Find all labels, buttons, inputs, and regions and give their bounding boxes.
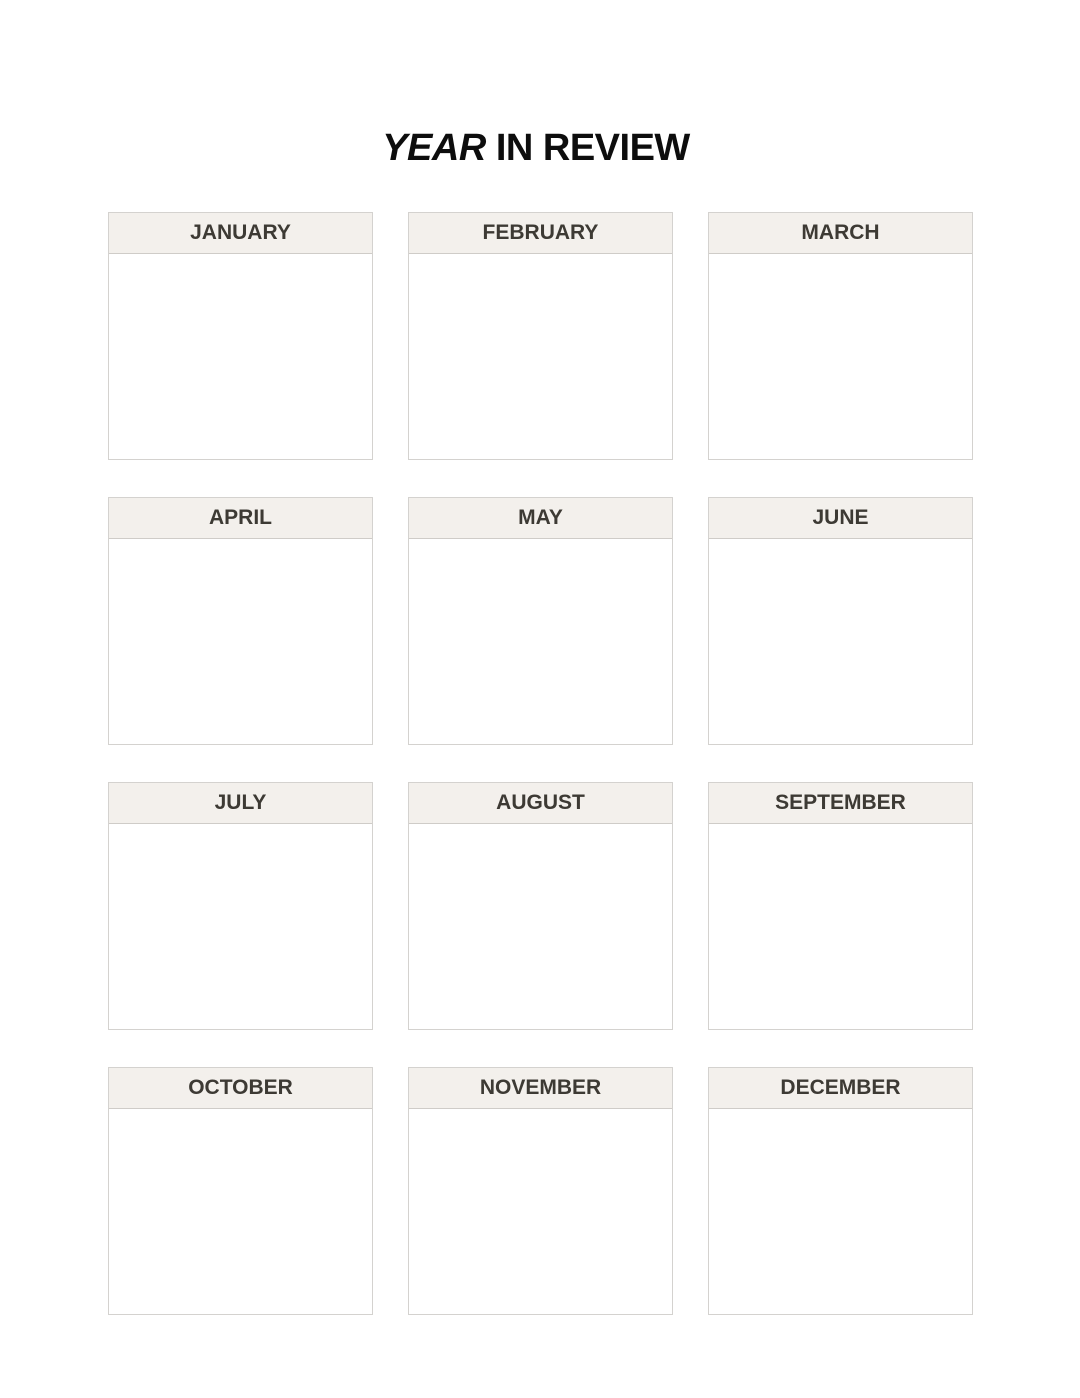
page-title-italic: YEAR <box>382 127 486 169</box>
month-header: MAY <box>409 498 672 539</box>
month-notes-area[interactable] <box>409 254 672 459</box>
month-notes-area[interactable] <box>409 539 672 744</box>
month-card-october <box>108 1067 373 1315</box>
month-notes-area[interactable] <box>109 824 372 1029</box>
month-card-february <box>408 212 673 460</box>
month-card-november <box>408 1067 673 1315</box>
month-header: APRIL <box>109 498 372 539</box>
month-notes-area[interactable] <box>409 1109 672 1314</box>
month-header: JUNE <box>709 498 972 539</box>
month-header: JANUARY <box>109 213 372 254</box>
month-header: MARCH <box>709 213 972 254</box>
month-header: FEBRUARY <box>409 213 672 254</box>
month-header: DECEMBER <box>709 1068 972 1109</box>
month-card-april <box>108 497 373 745</box>
month-notes-area[interactable] <box>109 1109 372 1314</box>
month-card-september <box>708 782 973 1030</box>
month-notes-area[interactable] <box>409 824 672 1029</box>
month-header: OCTOBER <box>109 1068 372 1109</box>
month-card-december <box>708 1067 973 1315</box>
month-header: JULY <box>109 783 372 824</box>
month-card-august <box>408 782 673 1030</box>
month-notes-area[interactable] <box>709 824 972 1029</box>
month-notes-area[interactable] <box>709 539 972 744</box>
page-title-rest: IN REVIEW <box>485 127 690 169</box>
month-card-june <box>708 497 973 745</box>
month-notes-area[interactable] <box>709 1109 972 1314</box>
page-title <box>0 124 1072 172</box>
month-card-july <box>108 782 373 1030</box>
month-header: NOVEMBER <box>409 1068 672 1109</box>
month-header: AUGUST <box>409 783 672 824</box>
month-card-march <box>708 212 973 460</box>
month-card-may <box>408 497 673 745</box>
month-notes-area[interactable] <box>109 254 372 459</box>
month-card-january <box>108 212 373 460</box>
months-grid <box>108 212 973 1315</box>
month-header: SEPTEMBER <box>709 783 972 824</box>
month-notes-area[interactable] <box>709 254 972 459</box>
month-notes-area[interactable] <box>109 539 372 744</box>
